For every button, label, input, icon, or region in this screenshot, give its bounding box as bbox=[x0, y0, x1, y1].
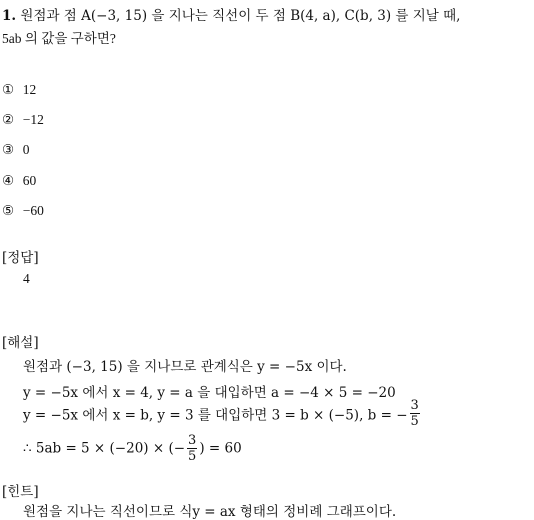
question-text-1: 원점과 점 A(−3, 15) 을 지나는 직선이 두 점 B(4, a), C(b, 3) 를 지날 때, bbox=[20, 8, 461, 24]
choice-marker: ① bbox=[2, 82, 15, 98]
answer-label: [정답] bbox=[2, 250, 39, 266]
explanation-line-4 bbox=[23, 433, 242, 464]
choice-value: −12 bbox=[22, 112, 44, 127]
explanation-line-4-pre: ∴ 5ab = 5 × (−20) × (− bbox=[23, 440, 186, 457]
choice-5[interactable] bbox=[2, 203, 44, 219]
choice-value: 60 bbox=[22, 173, 37, 188]
choice-4[interactable] bbox=[2, 173, 36, 189]
choice-marker: ④ bbox=[2, 173, 15, 189]
fraction-denominator: 5 bbox=[188, 449, 197, 464]
choice-1[interactable] bbox=[2, 82, 36, 98]
fraction bbox=[187, 433, 197, 464]
explanation-line-3-text: y = −5x 에서 x = b, y = 3 를 대입하면 3 = b × (−5), b = − bbox=[23, 407, 408, 424]
explanation-line-4-post: ) = 60 bbox=[199, 440, 242, 457]
hint-label: [힌트] bbox=[2, 484, 39, 500]
explanation-line-3 bbox=[23, 398, 422, 429]
fraction-numerator: 3 bbox=[410, 398, 419, 413]
choice-3[interactable] bbox=[2, 142, 29, 158]
choice-2[interactable] bbox=[2, 112, 44, 128]
choice-value: 12 bbox=[22, 82, 37, 97]
choice-marker: ③ bbox=[2, 142, 15, 158]
choice-marker: ⑤ bbox=[2, 203, 15, 219]
answer-value: 4 bbox=[23, 271, 30, 286]
choice-value: −60 bbox=[22, 203, 44, 218]
choice-marker: ② bbox=[2, 112, 15, 128]
explanation-label: [해설] bbox=[2, 335, 39, 351]
fraction-denominator: 5 bbox=[410, 414, 419, 429]
explanation-line-2: y = −5x 에서 x = 4, y = a 을 대입하면 a = −4 × 5 = −20 bbox=[23, 385, 396, 401]
explanation-line-1: 원점과 (−3, 15) 을 지나므로 관계식은 y = −5x 이다. bbox=[23, 359, 347, 375]
question-text-2: 5ab 의 값을 구하면? bbox=[2, 31, 116, 46]
choice-value: 0 bbox=[22, 142, 30, 157]
fraction bbox=[410, 398, 420, 429]
question-line-1 bbox=[2, 4, 460, 24]
question-number: 1. bbox=[2, 8, 17, 24]
hint-text: 원점을 지나는 직선이므로 식y = ax 형태의 정비례 그래프이다. bbox=[23, 504, 397, 520]
fraction-numerator: 3 bbox=[188, 433, 197, 448]
